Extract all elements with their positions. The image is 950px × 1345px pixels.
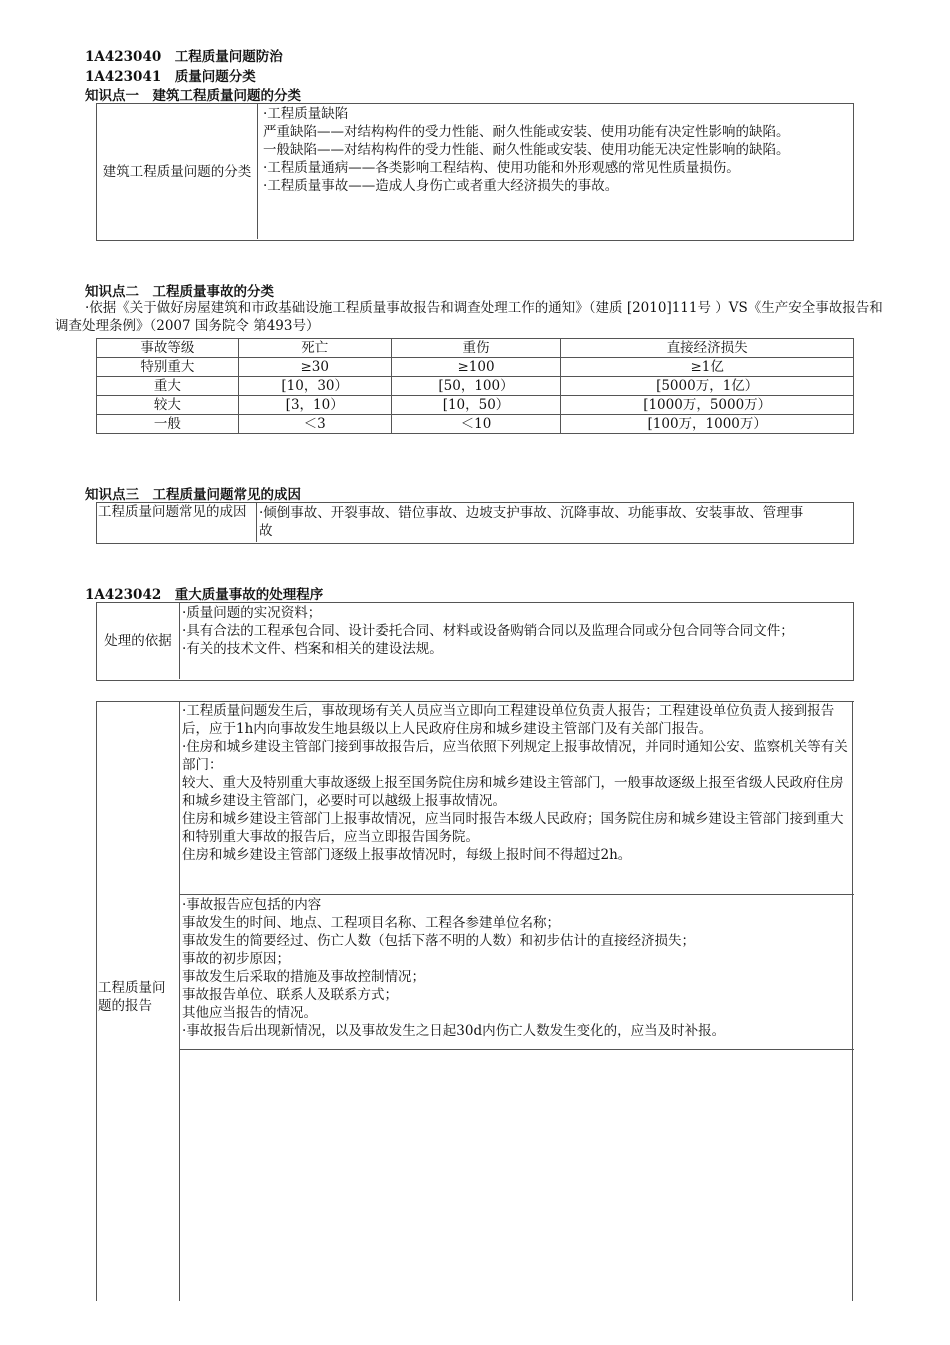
column-header: 事故等级	[97, 339, 239, 358]
knowledge-point-3-heading: 知识点三 工程质量问题常见的成因	[85, 487, 301, 503]
table-cell: 重大	[97, 377, 239, 396]
common-causes-content: ·倾倒事故、开裂事故、错位事故、边坡支护事故、沉降事故、功能事故、安装事故、管理事故	[259, 505, 804, 539]
list-item: 住房和城乡建设主管部门上报事故情况，应当同时报告本级人民政府；国务院住房和城乡建设主管部门接到重大和特别重大事故的报告后，应当立即报告国务院。	[182, 811, 844, 845]
column-header: 死亡	[238, 339, 391, 358]
list-item: 事故的初步原因；	[182, 951, 290, 967]
knowledge-point-1-heading: 知识点一 建筑工程质量问题的分类	[85, 88, 301, 104]
list-item: 事故报告单位、联系人及联系方式；	[182, 987, 398, 1003]
table-header-row	[97, 339, 854, 358]
classification-content	[263, 105, 843, 195]
table-label: 处理的依据	[104, 633, 172, 649]
column-header: 直接经济损失	[561, 339, 854, 358]
list-item: 一般缺陷——对结构构件的受力性能、耐久性能或安装、使用功能无决定性影响的缺陷。	[263, 142, 790, 158]
table-cell: [5000万，1亿）	[561, 377, 854, 396]
list-item: 其他应当报告的情况。	[182, 1005, 317, 1021]
list-item: ·质量问题的实况资料；	[182, 605, 322, 621]
report-contents-content	[182, 896, 850, 1040]
table-cell: [100万，1000万）	[561, 415, 854, 434]
section-heading-1a423042: 1A423042 重大质量事故的处理程序	[85, 587, 324, 603]
list-item: 事故发生的简要经过、伤亡人数（包括下落不明的人数）和初步估计的直接经济损失；	[182, 933, 695, 949]
table-cell: 一般	[97, 415, 239, 434]
table-cell: [1000万，5000万）	[561, 396, 854, 415]
common-causes-table	[96, 502, 854, 544]
list-item: 事故发生后采取的措施及事故控制情况；	[182, 969, 425, 985]
knowledge-point-2-heading: 知识点二 工程质量事故的分类	[85, 284, 274, 300]
list-item: ·事故报告后出现新情况，以及事故发生之日起30d内伤亡人数发生变化的，应当及时补报。	[182, 1023, 726, 1039]
table-cell: ≥100	[391, 358, 561, 377]
table-cell: [3，10）	[238, 396, 391, 415]
table-cell: [50，100）	[391, 377, 561, 396]
table-row	[97, 415, 854, 434]
accident-grade-table	[96, 338, 854, 434]
table-cell: 特别重大	[97, 358, 239, 377]
table-row	[97, 396, 854, 415]
section-heading-1a423041: 1A423041 质量问题分类	[85, 69, 256, 85]
table-cell: ＜3	[238, 415, 391, 434]
table-row	[97, 358, 854, 377]
list-item: ·有关的技术文件、档案和相关的建设法规。	[182, 641, 443, 657]
list-item: ·工程质量事故——造成人身伤亡或者重大经济损失的事故。	[263, 178, 619, 194]
column-header: 重伤	[391, 339, 561, 358]
list-item: ·住房和城乡建设主管部门接到事故报告后，应当依照下列规定上报事故情况，并同时通知公安、监察机关等有关部门：	[182, 739, 848, 773]
list-item: 住房和城乡建设主管部门逐级上报事故情况时，每级上报时间不得超过2h。	[182, 847, 632, 863]
list-item: ·工程质量缺陷	[263, 106, 349, 122]
table-cell: ≥1亿	[561, 358, 854, 377]
handling-basis-table	[96, 602, 854, 681]
list-item: 严重缺陷——对结构构件的受力性能、耐久性能或安装、使用功能有决定性影响的缺陷。	[263, 124, 790, 140]
table-cell: ≥30	[238, 358, 391, 377]
table-cell: [10，30）	[238, 377, 391, 396]
table-cell: ＜10	[391, 415, 561, 434]
table-label: 工程质量问题的报告	[98, 980, 166, 1014]
list-item: 较大、重大及特别重大事故逐级上报至国务院住房和城乡建设主管部门，一般事故逐级上报至省级人民政府住房和城乡建设主管部门，必要时可以越级上报事故情况。	[182, 775, 844, 809]
table-label: 工程质量问题常见的成因	[98, 504, 247, 520]
quality-problem-report-table	[96, 701, 854, 1301]
handling-basis-content	[182, 604, 850, 658]
table-cell: [10，50）	[391, 396, 561, 415]
table-row	[97, 377, 854, 396]
report-procedure-content	[182, 702, 850, 864]
accident-classification-basis: ·依据《关于做好房屋建筑和市政基础设施工程质量事故报告和调查处理工作的通知》（建质 [2010]111号 ）VS《生产安全事故报告和调查处理条例》（2007 国务院令 第493号）	[55, 300, 883, 334]
quality-problem-classification-table	[96, 103, 854, 241]
list-item: ·工程质量问题发生后，事故现场有关人员应当立即向工程建设单位负责人报告；工程建设单位负责人接到报告后，应于1h内向事故发生地县级以上人民政府住房和城乡建设主管部门及有关部门报告。	[182, 703, 835, 737]
table-cell: 较大	[97, 396, 239, 415]
list-item: 事故发生的时间、地点、工程项目名称、工程各参建单位名称；	[182, 915, 560, 931]
list-item: ·事故报告应包括的内容	[182, 897, 322, 913]
section-heading-1a423040: 1A423040 工程质量问题防治	[85, 49, 283, 65]
table-label: 建筑工程质量问题的分类	[102, 163, 252, 180]
list-item: ·具有合法的工程承包合同、设计委托合同、材料或设备购销合同以及监理合同或分包合同等合同文件；	[182, 623, 794, 639]
list-item: ·工程质量通病——各类影响工程结构、使用功能和外形观感的常见性质量损伤。	[263, 160, 740, 176]
